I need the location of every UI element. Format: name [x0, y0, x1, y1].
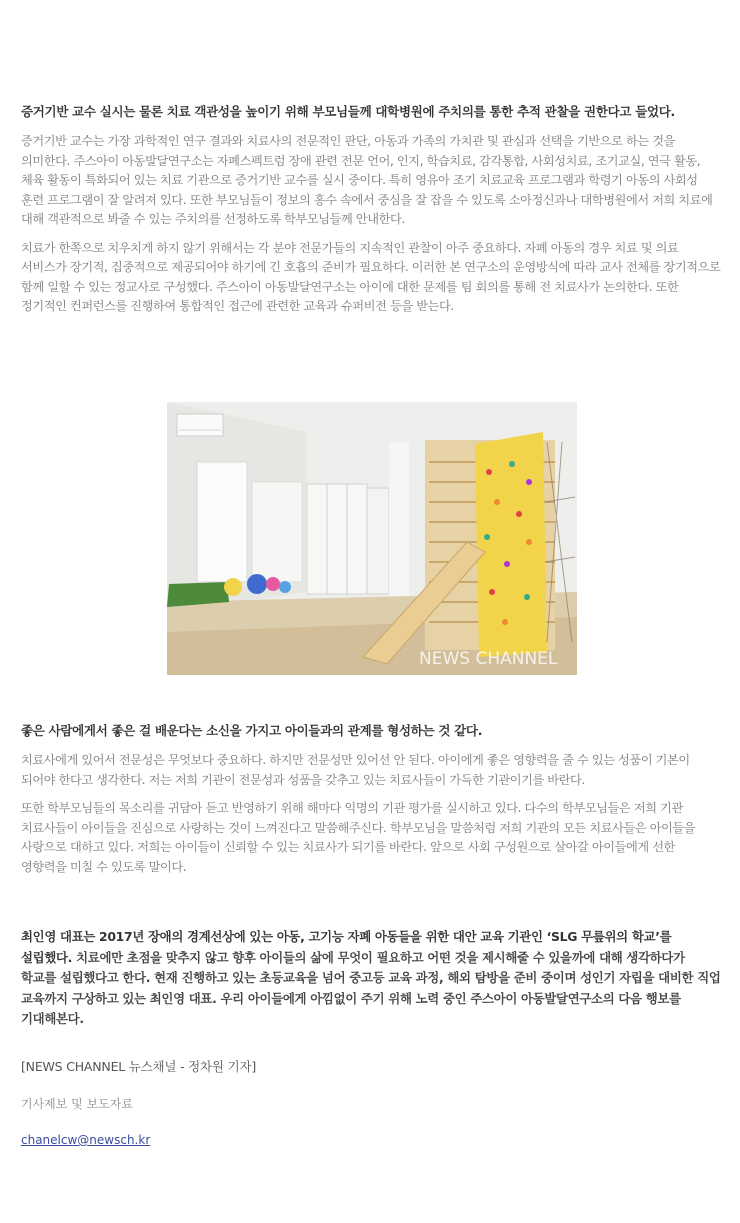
- reporter-byline: [NEWS CHANNEL 뉴스채널 - 정차원 기자]: [21, 1059, 256, 1074]
- question-heading-2: 좋은 사람에게서 좋은 걸 배운다는 소신을 가지고 아이들과의 관계를 형성하는 것 같다.: [21, 723, 483, 738]
- article-footer: [21, 1057, 721, 1148]
- ceo-lead-text: 최인영 대표는 2017년 장애의 경계선상에 있는 아동, 고기능 자폐 아동들을 위한 대안 교육 기관인 ‘SLG 무릎위의 학교’를 설립했다.: [21, 929, 672, 965]
- ceo-paragraph: [21, 927, 721, 1030]
- section-ceo: [21, 927, 721, 1030]
- answer-paragraph-2: 치료가 한쪽으로 치우치게 하지 않기 위해서는 각 분야 전문가들의 지속적인 관찰이 아주 중요하다. 자폐 아동의 경우 치료 및 의료 서비스가 장기적, 집중적으로 제공되어야 하기에 긴 호흡의 준비가 필요하다. 이러한 본 연구소의 운영방식에 따라 교사 전체를 장기적으로 함께 일할 수 있는 정교사로 구성했다. 주스아이 아동발달연구소는 아이에 대한 문제를 팀 회의를 통해 전 치료사가 논의한다. 또한 정기적인 컨퍼런스를 진행하여 통합적인 접근에 관련한 교육과 슈퍼비전 등을 받는다.: [21, 240, 721, 313]
- news-tip-label: 기사제보 및 보도자료: [21, 1097, 133, 1111]
- ceo-rest-text: 치료에만 초점을 맞추지 않고 향후 아이들의 삶에 무엇이 필요하고 어떤 것을 제시해줄 수 있을까에 대해 생각하다가 학교를 설립했다고 한다. 현재 진행하고 있는 초등교육을 넘어 중고등 교육 과정, 해외 탐방을 준비 중이며 성인기 자립을 대비한 직업 교육까지 구상하고 있는 최인영 대표. 우리 아이들에게 아낌없이 주기 위해 노력 중인 주스아이 아동발달연구소의 다음 행보를 기대해본다.: [21, 949, 721, 1026]
- answer-paragraph-1: 증거기반 교수는 가장 과학적인 연구 결과와 치료사의 전문적인 판단, 아동과 가족의 가치관 및 관심과 선택을 기반으로 하는 것을 의미한다. 주스아이 아동발달연구소는 자폐스펙트럼 장애 관련 전문 언어, 인지, 학습치료, 감각통합, 사회성치료, 조기교실, 연극 활동, 체육 활동이 특화되어 있는 치료 기관으로 증거기반 교수를 실시 중이다. 특히 영유아 조기 치료교육 프로그램과 학령기 아동의 사회성 훈련 프로그램이 잘 알려져 있다. 또한 부모님들이 정보의 홍수 속에서 중심을 잘 잡을 수 있도록 소아정신과나 대학병원에서 저희 치료에 대해 객관적으로 봐줄 수 있는 주치의를 선정하도록 학부모님들께 안내한다.: [21, 134, 713, 226]
- article-photo: [167, 402, 577, 675]
- reporter-email-link[interactable]: chanelcw@newsch.kr: [21, 1133, 151, 1147]
- section-evidence-based: [21, 101, 721, 326]
- section-relationship: [21, 720, 721, 886]
- photo-watermark: NEWS CHANNEL: [419, 649, 558, 669]
- answer-paragraph-3: 치료사에게 있어서 전문성은 무엇보다 중요하다. 하지만 전문성만 있어선 안 된다. 아이에게 좋은 영향력을 줄 수 있는 성품이 기본이 되어야 한다고 생각한다. 저는 저희 기관이 전문성과 성품을 갖추고 있는 치료사들이 가득한 기관이기를 바란다.: [21, 753, 690, 787]
- question-heading-1: 증거기반 교수 실시는 물론 치료 객관성을 높이기 위해 부모님들께 대학병원에 주치의를 통한 추적 관찰을 권한다고 들었다.: [21, 104, 675, 119]
- answer-paragraph-4: 또한 학부모님들의 목소리를 귀담아 듣고 반영하기 위해 해마다 익명의 기관 평가를 실시하고 있다. 다수의 학부모님들은 저희 기관 치료사들이 아이들을 진심으로 사랑하는 것이 느껴진다고 말씀해주신다. 학부모님을 말씀처럼 저희 기관의 모든 치료사들은 아이들을 사랑으로 대하고 있다. 저희는 아이들이 신뢰할 수 있는 치료사가 되기를 바란다. 앞으로 사회 구성원으로 살아갈 아이들에게 선한 영향력을 미칠 수 있도록 말이다.: [21, 801, 696, 874]
